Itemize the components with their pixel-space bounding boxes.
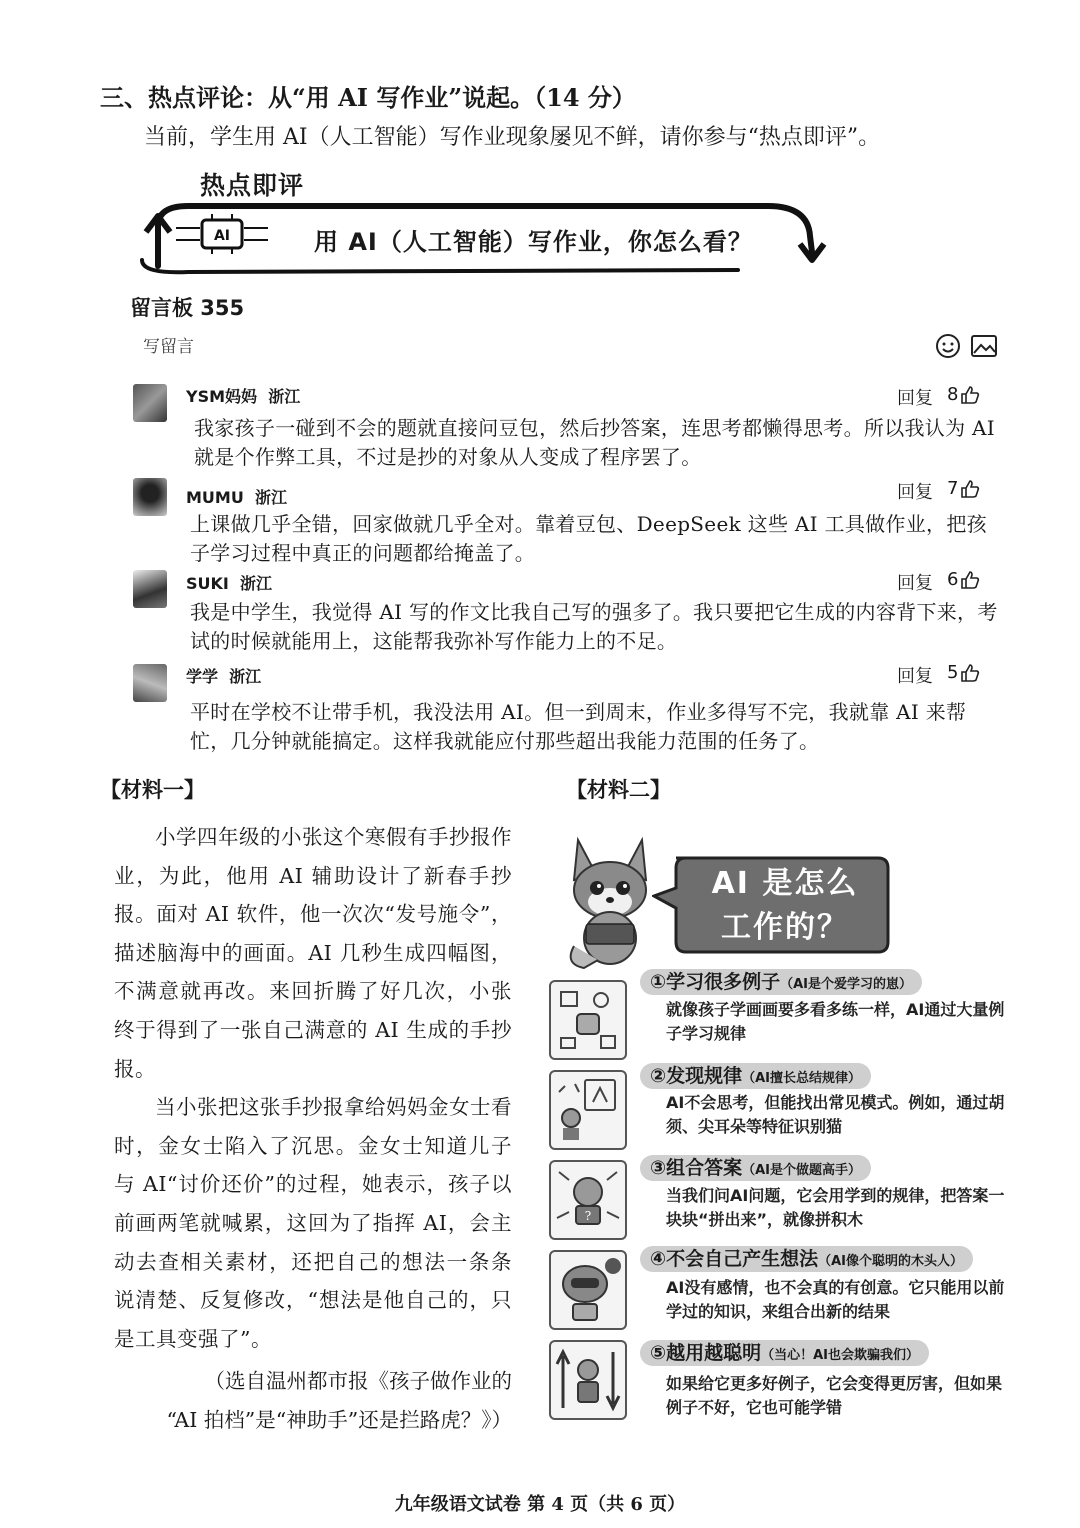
ai-chip-text: AI [213,228,231,244]
avatar [133,478,167,516]
like-button[interactable]: 7 [947,478,980,499]
material1-paragraph: 当小张把这张手抄报拿给妈妈金女士看时，金女士陷入了沉思。金女士知道儿子与 AI“讨价还价”的过程，她表示，孩子以前画两笔就喊累，这回为了指挥 AI，会主动去查相关素材，还把自己的想法一条条说清楚、反复修改，“想法是他自己的，只是工具变强了”。 [114,1095,512,1351]
thumbs-up-icon [960,479,980,499]
step-description: AI不会思考，但能找出常见模式。例如，通过胡须、尖耳朵等特征识别猫 [666,1093,1005,1136]
like-button[interactable]: 8 [947,384,980,405]
step-illustration-icon [549,1160,627,1240]
step-title: ③组合答案（AI是个做题高手） [640,1155,871,1181]
svg-text:?: ? [584,1209,592,1223]
reply-button[interactable]: 回复 [897,666,933,687]
emoji-icon[interactable] [935,333,961,359]
image-upload-icon[interactable] [970,333,998,359]
comment-text: 我是中学生，我觉得 AI 写的作文比我自己写的强多了。我只要把它生成的内容背下来，考试的时候就能用上，这能帮我弥补写作能力上的不足。 [190,600,998,653]
bubble-title: AI 是怎么 工作的？ [711,866,859,945]
material1-paragraph: 小学四年级的小张这个寒假有手抄报作业，为此，他用 AI 辅助设计了新春手抄报。面对 AI 软件，他一次次“发号施令”，描述脑海中的画面。AI 几秒生成四幅图，不满意就再改。来回折腾了好几次，小张终于得到了一张自己满意的 AI 生成的手抄报。 [114,825,512,1081]
avatar [133,384,167,422]
step-title: ①学习很多例子（AI是个爱学习的崽） [640,969,922,995]
source-line: “AI 拍档”是“神助手”还是拦路虎？》） [166,1407,512,1432]
comment-user: SUKI 浙江 [186,574,273,593]
material1-label: 【材料一】 [100,777,205,802]
comment-user: 学学 浙江 [186,667,262,686]
section-title: 三、热点评论：从“用 AI 写作业”说起。（14 分） [100,83,636,112]
like-button[interactable]: 5 [947,662,980,683]
like-button[interactable]: 6 [947,569,980,590]
thumbs-up-icon [960,663,980,683]
step-title: ④不会自己产生想法（AI像个聪明的木头人） [640,1246,973,1272]
comment-user: YSM妈妈 浙江 [186,387,301,406]
step-description: 如果给它更多好例子，它会变得更厉害，但如果例子不好，它也可能学错 [666,1374,1003,1417]
step-illustration-icon [549,1250,627,1330]
section-intro: 当前，学生用 AI（人工智能）写作业现象屡见不鲜，请你参与“热点即评”。 [144,125,881,150]
reply-button[interactable]: 回复 [897,482,933,503]
step-illustration-icon [549,980,627,1060]
fox-mascot-icon [564,836,656,970]
comment-user: MUMU 浙江 [186,488,287,507]
avatar [133,570,167,608]
step-title: ②发现规律（AI擅长总结规律） [640,1063,871,1089]
step-illustration-icon [549,1340,627,1420]
thumbs-up-icon [960,385,980,405]
material1-body [114,818,512,1358]
reply-button[interactable]: 回复 [897,388,933,409]
comment-text: 我家孩子一碰到不会的题就直接问豆包，然后抄答案，连思考都懒得思考。所以我认为 AI 就是个作弊工具，不过是抄的对象从人变成了程序罢了。 [194,416,996,469]
step-description: 当我们问AI问题，它会用学到的规律，把答案一块块“拼出来”，就像拼积木 [666,1186,1005,1229]
comment-text: 平时在学校不让带手机，我没法用 AI。但一到周末，作业多得写不完，我就靠 AI 来帮忙，几分钟就能搞定。这样我就能应付那些超出我能力范围的任务了。 [190,700,967,753]
step-title: ⑤越用越聪明（当心！AI也会欺骗我们） [640,1340,929,1366]
hot-topic-label: 热点即评 [200,171,305,200]
step-illustration-icon [549,1070,627,1150]
step-description: 就像孩子学画画要多看多练一样，AI通过大量例子学习规律 [666,1000,1005,1043]
board-title: 留言板 355 [130,296,245,320]
reply-button[interactable]: 回复 [897,573,933,594]
source-line: （选自温州都市报《孩子做作业的 [204,1369,512,1393]
ai-chip-icon [172,214,272,254]
avatar [133,664,167,702]
banner-question: 用 AI（人工智能）写作业，你怎么看？ [314,228,753,256]
comment-text: 上课做几乎全错，回家做就几乎全对。靠着豆包、DeepSeek 这些 AI 工具做作业，把孩子学习过程中真正的问题都给掩盖了。 [190,512,987,565]
thumbs-up-icon [960,570,980,590]
step-description: AI没有感情，也不会真的有创意。它只能用以前学过的知识，来组合出新的结果 [666,1278,1005,1321]
material1-source [114,1362,512,1439]
write-message-input[interactable]: 写留言 [143,337,194,357]
material2-label: 【材料二】 [566,777,671,802]
page-footer: 九年级语文试卷 第 4 页（共 6 页） [394,1494,686,1515]
